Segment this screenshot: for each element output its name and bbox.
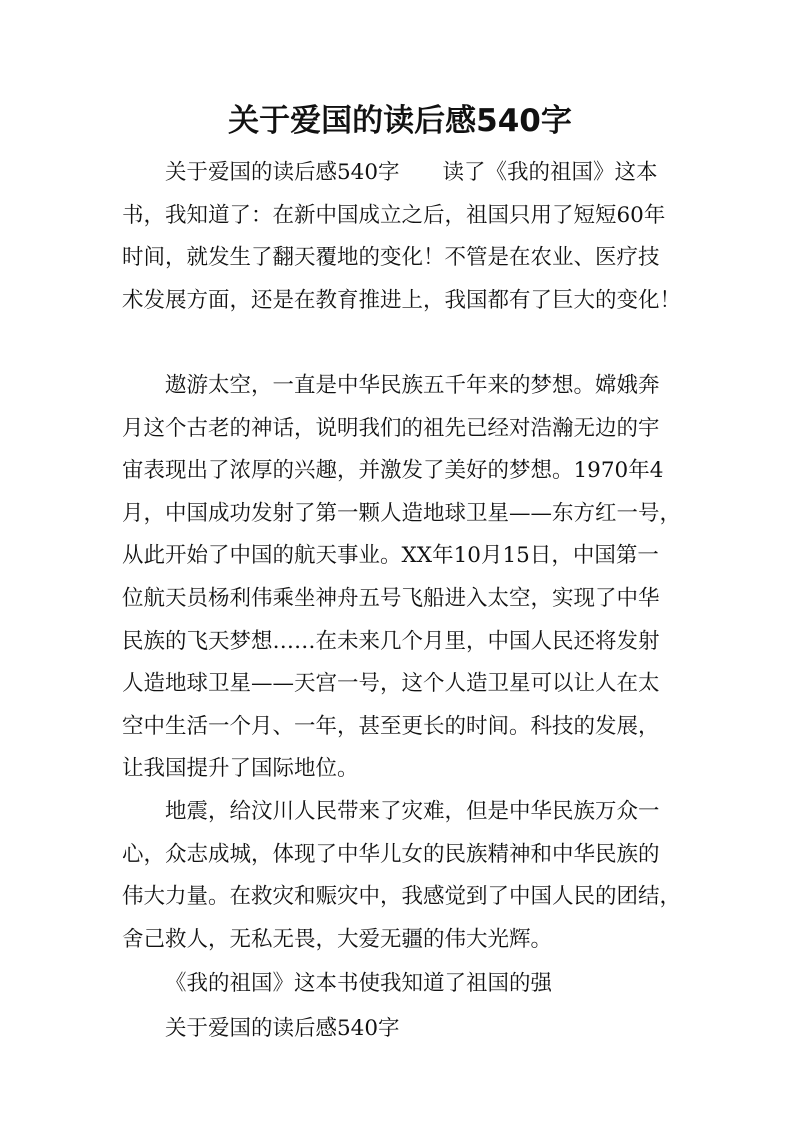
text-line: 伟大力量。在救灾和赈灾中，我感觉到了中国人民的团结， <box>122 884 682 910</box>
document-title: 关于爱国的读后感540字 <box>228 103 572 139</box>
text-line: 地震，给汶川人民带来了灾难，但是中华民族万众一 <box>165 798 660 824</box>
text-line: 关于爱国的读后感540字 读了《我的祖国》这本 <box>165 160 658 185</box>
text-line: 关于爱国的读后感540字 <box>165 1015 400 1041</box>
blank-line <box>122 322 682 365</box>
paragraph-earthquake <box>122 791 682 961</box>
text-line: 民族的飞天梦想……在未来几个月里，中国人民还将发射 <box>122 628 660 654</box>
document-body <box>122 152 682 1050</box>
text-line: 术发展方面，还是在教育推进上，我国都有了巨大的变化！ <box>122 287 682 313</box>
text-line: 月，中国成功发射了第一颗人造地球卫星——东方红一号， <box>122 500 682 526</box>
text-line: 舍己救人，无私无畏，大爱无疆的伟大光辉。 <box>122 926 553 952</box>
paragraph-conclusion <box>122 963 682 1006</box>
text-line: 从此开始了中国的航天事业。XX年10月15日，中国第一 <box>122 543 659 569</box>
text-line: 空中生活一个月、一年，甚至更长的时间。科技的发展， <box>122 713 660 739</box>
text-line: 让我国提升了国际地位。 <box>122 756 359 782</box>
text-line: 心，众志成城，体现了中华儿女的民族精神和中华民族的 <box>122 841 660 867</box>
text-line: 月这个古老的神话，说明我们的祖先已经对浩瀚无边的宇 <box>122 415 660 441</box>
text-line: 人造地球卫星——天宫一号，这个人造卫星可以让人在太 <box>122 671 660 697</box>
paragraph-footer <box>122 1008 682 1051</box>
text-line: 书，我知道了：在新中国成立之后，祖国只用了短短60年 <box>122 202 666 228</box>
text-line: 宙表现出了浓厚的兴趣，并激发了美好的梦想。1970年4 <box>122 458 664 484</box>
paragraph-intro <box>122 152 682 322</box>
text-line: 遨游太空，一直是中华民族五千年来的梦想。嫦娥奔 <box>165 372 660 398</box>
text-line: 位航天员杨利伟乘坐神舟五号飞船进入太空，实现了中华 <box>122 585 660 611</box>
text-line: 时间，就发生了翻天覆地的变化！不管是在农业、医疗技 <box>122 245 660 271</box>
paragraph-space <box>122 365 682 791</box>
text-line: 《我的祖国》这本书使我知道了祖国的强 <box>165 971 553 997</box>
